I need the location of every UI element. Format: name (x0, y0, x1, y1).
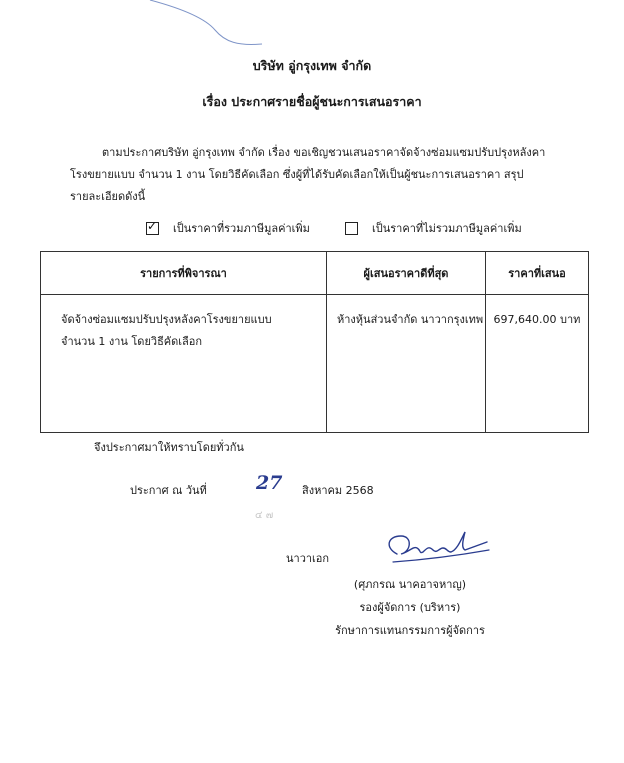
subject-title: เรื่อง ประกาศรายชื่อผู้ชนะการเสนอราคา (202, 94, 422, 109)
body-line-2: โรงขยายแบบ จำนวน 1 งาน โดยวิธีคัดเลือก ซึ่งผู้ที่ได้รับคัดเลือกให้เป็นผู้ชนะการเสนอราคา สรุป (70, 168, 524, 181)
header-item: รายการที่พิจารณา (41, 252, 327, 295)
table-row (41, 295, 589, 433)
signer-position: รองผู้จัดการ (บริหาร) (359, 601, 461, 614)
signer-acting-role: รักษาการแทนกรรมการผู้จัดการ (335, 624, 485, 637)
vat-excluded-label: เป็นราคาที่ไม่รวมภาษีมูลค่าเพิ่ม (372, 222, 522, 235)
body-line-1: ตามประกาศบริษัท อู่กรุงเทพ จำกัด เรื่อง ขอเชิญชวนเสนอราคาจัดจ้างซ่อมแซมปรับปรุงหลังคา (102, 146, 546, 159)
signer-rank: นาวาเอก (286, 552, 330, 565)
item-cell (41, 295, 327, 433)
vat-excluded-option[interactable] (345, 219, 522, 237)
vat-included-label: เป็นราคาที่รวมภาษีมูลค่าเพิ่ม (173, 222, 310, 235)
body-line-3: รายละเอียดดังนี้ (70, 190, 146, 203)
scan-crease-line (0, 0, 624, 60)
signature-scribble (375, 524, 495, 574)
header-price: ราคาที่เสนอ (486, 252, 589, 295)
date-prefix: ประกาศ ณ วันที่ (130, 484, 207, 497)
handwritten-day: 27 (256, 472, 283, 494)
announcement-text: จึงประกาศมาให้ทราบโดยทั่วกัน (94, 441, 244, 454)
announcement-date (130, 472, 374, 499)
body-paragraph (70, 142, 575, 208)
item-line-1: จัดจ้างซ่อมแซมปรับปรุงหลังคาโรงขยายแบบ (61, 313, 272, 326)
price-cell: 697,640.00 บาท (486, 295, 589, 433)
empty-checkbox-icon[interactable] (345, 222, 358, 235)
company-title: บริษัท อู่กรุงเทพ จำกัด (252, 58, 372, 73)
signer-name: (ศุภกรณ นาคอาจหาญ) (353, 578, 467, 591)
price-table (40, 251, 589, 433)
item-line-2: จำนวน 1 งาน โดยวิธีคัดเลือก (61, 335, 203, 348)
vendor-cell: ห้างหุ้นส่วนจำกัด นาวากรุงเทพ (327, 295, 486, 433)
faint-handwritten-mark: ๔ ๗ (255, 510, 274, 521)
month-year: สิงหาคม 2568 (302, 484, 374, 497)
checked-checkbox-icon[interactable] (146, 222, 159, 235)
vat-included-option[interactable] (146, 219, 310, 237)
header-vendor: ผู้เสนอราคาดีที่สุด (327, 252, 486, 295)
table-header-row (41, 252, 589, 295)
